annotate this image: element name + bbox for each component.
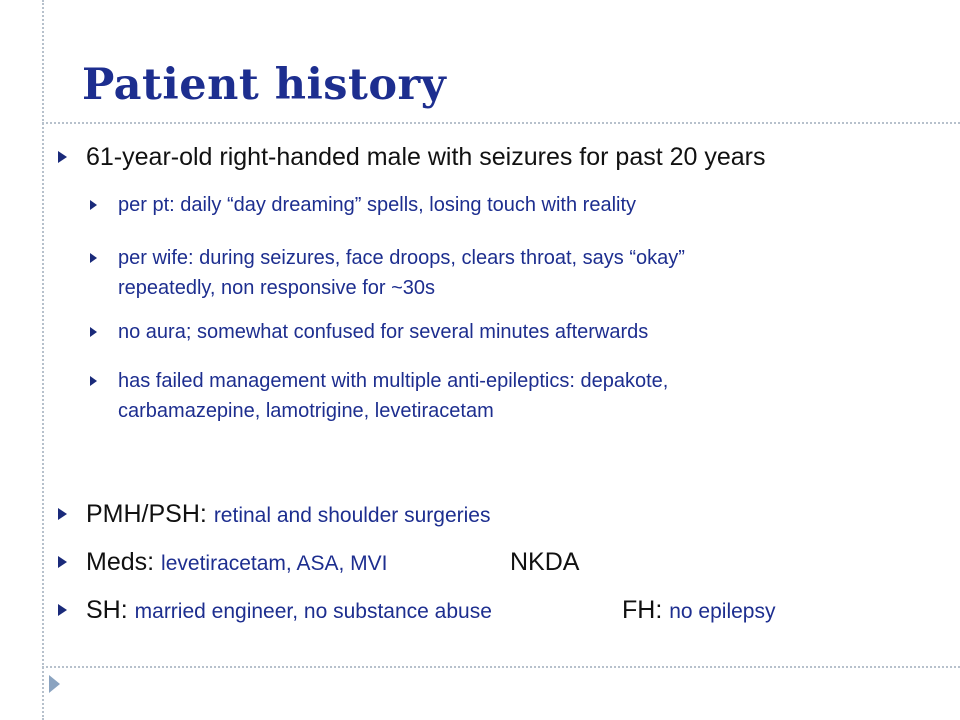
sub-bullet-wife-line1: per wife: during seizures, face droops, clears throat, says “okay” — [118, 247, 685, 269]
sh-label: SH: — [86, 596, 128, 624]
sh-bullet — [86, 595, 492, 627]
meds-value: levetiracetam, ASA, MVI — [161, 552, 388, 575]
sub-bullet-aura: no aura; somewhat confused for several minutes afterwards — [118, 321, 649, 343]
bullet-arrow-icon — [58, 151, 67, 163]
fh-bullet — [622, 595, 775, 627]
meds-bullet — [86, 547, 387, 579]
bullet-arrow-icon — [58, 604, 67, 616]
sub-bullet-spells: per pt: daily “day dreaming” spells, losing touch with reality — [118, 194, 637, 216]
sub-bullet-meds-line2: carbamazepine, lamotrigine, levetiracetam — [118, 400, 494, 422]
pmh-label: PMH/PSH: — [86, 500, 207, 528]
sub-bullet-arrow-icon — [90, 376, 97, 386]
sub-bullet-wife-line2: repeatedly, non responsive for ~30s — [118, 277, 436, 299]
footer-dotted-rule — [42, 666, 960, 668]
bullet-arrow-icon — [58, 556, 67, 568]
sub-bullet-arrow-icon — [90, 253, 97, 263]
slide-title: Patient history — [82, 60, 447, 110]
meds-label: Meds: — [86, 548, 155, 576]
pmh-bullet — [86, 499, 490, 531]
fh-label: FH: — [622, 596, 663, 624]
sub-bullet-arrow-icon — [90, 327, 97, 337]
sub-bullet-arrow-icon — [90, 200, 97, 210]
allergy-status: NKDA — [510, 548, 580, 576]
left-dotted-rule — [42, 0, 44, 720]
sub-bullet-meds-line1: has failed management with multiple anti-epileptics: depakote, — [118, 370, 669, 392]
bullet-arrow-icon — [58, 508, 67, 520]
pmh-value: retinal and shoulder surgeries — [213, 504, 491, 527]
sh-value: married engineer, no substance abuse — [134, 600, 492, 623]
fh-value: no epilepsy — [669, 600, 776, 623]
title-dotted-rule — [42, 122, 960, 124]
main-bullet: 61-year-old right-handed male with seizures for past 20 years — [86, 143, 766, 171]
footer-arrow-icon — [49, 675, 60, 693]
